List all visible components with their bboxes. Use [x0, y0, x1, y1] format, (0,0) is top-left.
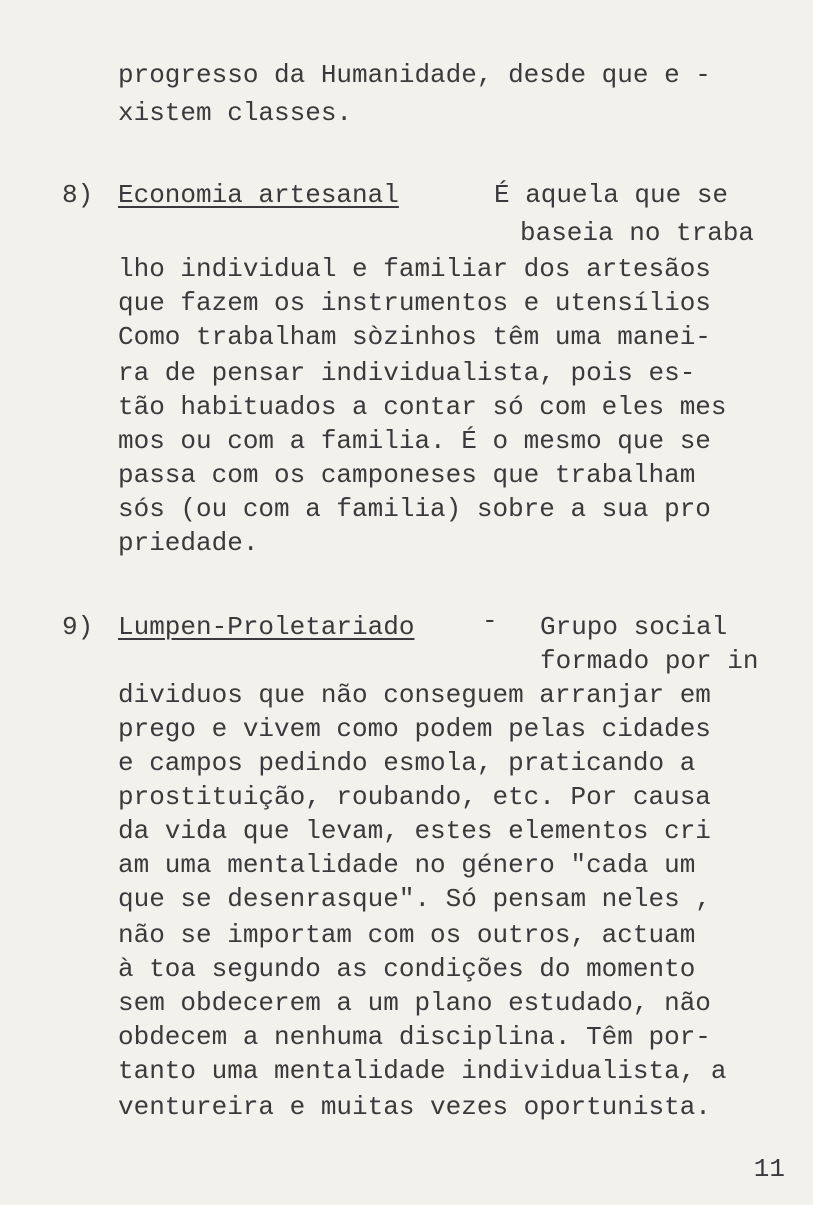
entry-line: mos ou com a familia. É o mesmo que se	[118, 426, 711, 456]
entry-line: passa com os camponeses que trabalham	[118, 460, 696, 490]
entry-line: obdecem a nenhuma disciplina. Têm por-	[118, 1022, 711, 1052]
entry-number: 9)	[62, 612, 94, 642]
entry-dash: -	[482, 606, 498, 636]
entry-line: am uma mentalidade no género "cada um	[118, 850, 696, 880]
entry-line: formado por in	[540, 646, 759, 676]
entry-line: prostituição, roubando, etc. Por causa	[118, 782, 711, 812]
entry-lead: É aquela que se	[494, 180, 729, 210]
entry-line: baseia no traba	[520, 218, 755, 248]
entry-lead: Grupo social	[540, 612, 728, 642]
entry-line: da vida que levam, estes elementos cri	[118, 816, 711, 846]
entry-line: Como trabalham sòzinhos têm uma manei-	[118, 322, 711, 352]
entry-term: Economia artesanal	[118, 180, 399, 210]
entry-line: priedade.	[118, 528, 259, 558]
entry-line: não se importam com os outros, actuam	[118, 920, 696, 950]
entry-line: lho individual e familiar dos artesãos	[118, 254, 711, 284]
entry-line: tão habituados a contar só com eles mes	[118, 392, 727, 422]
intro-line: progresso da Humanidade, desde que e -	[118, 60, 711, 90]
entry-term: Lumpen-Proletariado	[118, 612, 415, 642]
entry-line: tanto uma mentalidade individualista, a	[118, 1056, 727, 1086]
entry-line: ra de pensar individualista, pois es-	[118, 358, 696, 388]
entry-line: sem obdecerem a um plano estudado, não	[118, 988, 711, 1018]
entry-line: que fazem os instrumentos e utensílios	[118, 288, 711, 318]
entry-number: 8)	[62, 180, 94, 210]
entry-line: prego e vivem como podem pelas cidades	[118, 714, 711, 744]
entry-line: à toa segundo as condições do momento	[118, 954, 696, 984]
entry-line: que se desenrasque". Só pensam neles ,	[118, 884, 711, 914]
page-number: 11	[753, 1154, 785, 1184]
entry-line: ventureira e muitas vezes oportunista.	[118, 1092, 711, 1122]
intro-line: xistem classes.	[118, 98, 353, 128]
entry-line: e campos pedindo esmola, praticando a	[118, 748, 696, 778]
entry-line: dividuos que não conseguem arranjar em	[118, 680, 711, 710]
entry-line: sós (ou com a familia) sobre a sua pro	[118, 494, 711, 524]
